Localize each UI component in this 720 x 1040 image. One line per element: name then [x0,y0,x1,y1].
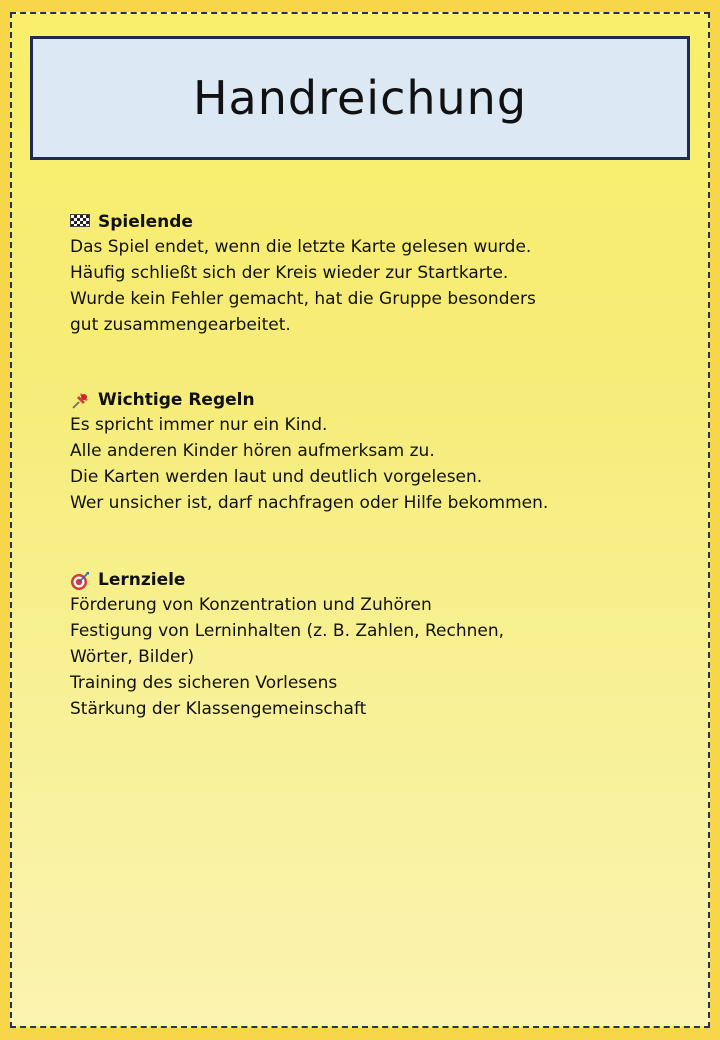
section-heading-label: Lernziele [98,570,186,590]
text-line: Förderung von Konzentration und Zuhören [70,595,432,615]
page-title: Handreichung [192,71,528,125]
section-wichtige-regeln [70,388,690,516]
target-icon [70,571,90,589]
title-box [30,36,690,160]
text-line: gut zusammengearbeitet. [70,315,291,335]
text-line: Festigung von Lerninhalten (z. B. Zahlen, Rechnen, [70,621,505,641]
section-heading-label: Spielende [98,212,193,232]
pushpin-icon [70,391,90,409]
text-line: Die Karten werden laut und deutlich vorgelesen. [70,467,483,487]
section-heading [70,210,690,234]
text-line: Stärkung der Klassengemeinschaft [70,699,367,719]
text-line: Wörter, Bilder) [70,647,195,667]
text-line: Wer unsicher ist, darf nachfragen oder Hilfe bekommen. [70,493,549,513]
text-line: Häufig schließt sich der Kreis wieder zur Startkarte. [70,263,509,283]
section-heading-label: Wichtige Regeln [98,390,255,410]
section-heading [70,568,690,592]
section-heading [70,388,690,412]
checkered-flag-icon [70,214,90,227]
section-spielende [70,210,690,338]
handout-card [10,12,710,1028]
text-line: Es spricht immer nur ein Kind. [70,415,328,435]
text-line: Training des sicheren Vorlesens [70,673,338,693]
text-line: Alle anderen Kinder hören aufmerksam zu. [70,441,435,461]
text-line: Das Spiel endet, wenn die letzte Karte gelesen wurde. [70,237,532,257]
text-line: Wurde kein Fehler gemacht, hat die Gruppe besonders [70,289,536,309]
section-lernziele [70,568,690,722]
